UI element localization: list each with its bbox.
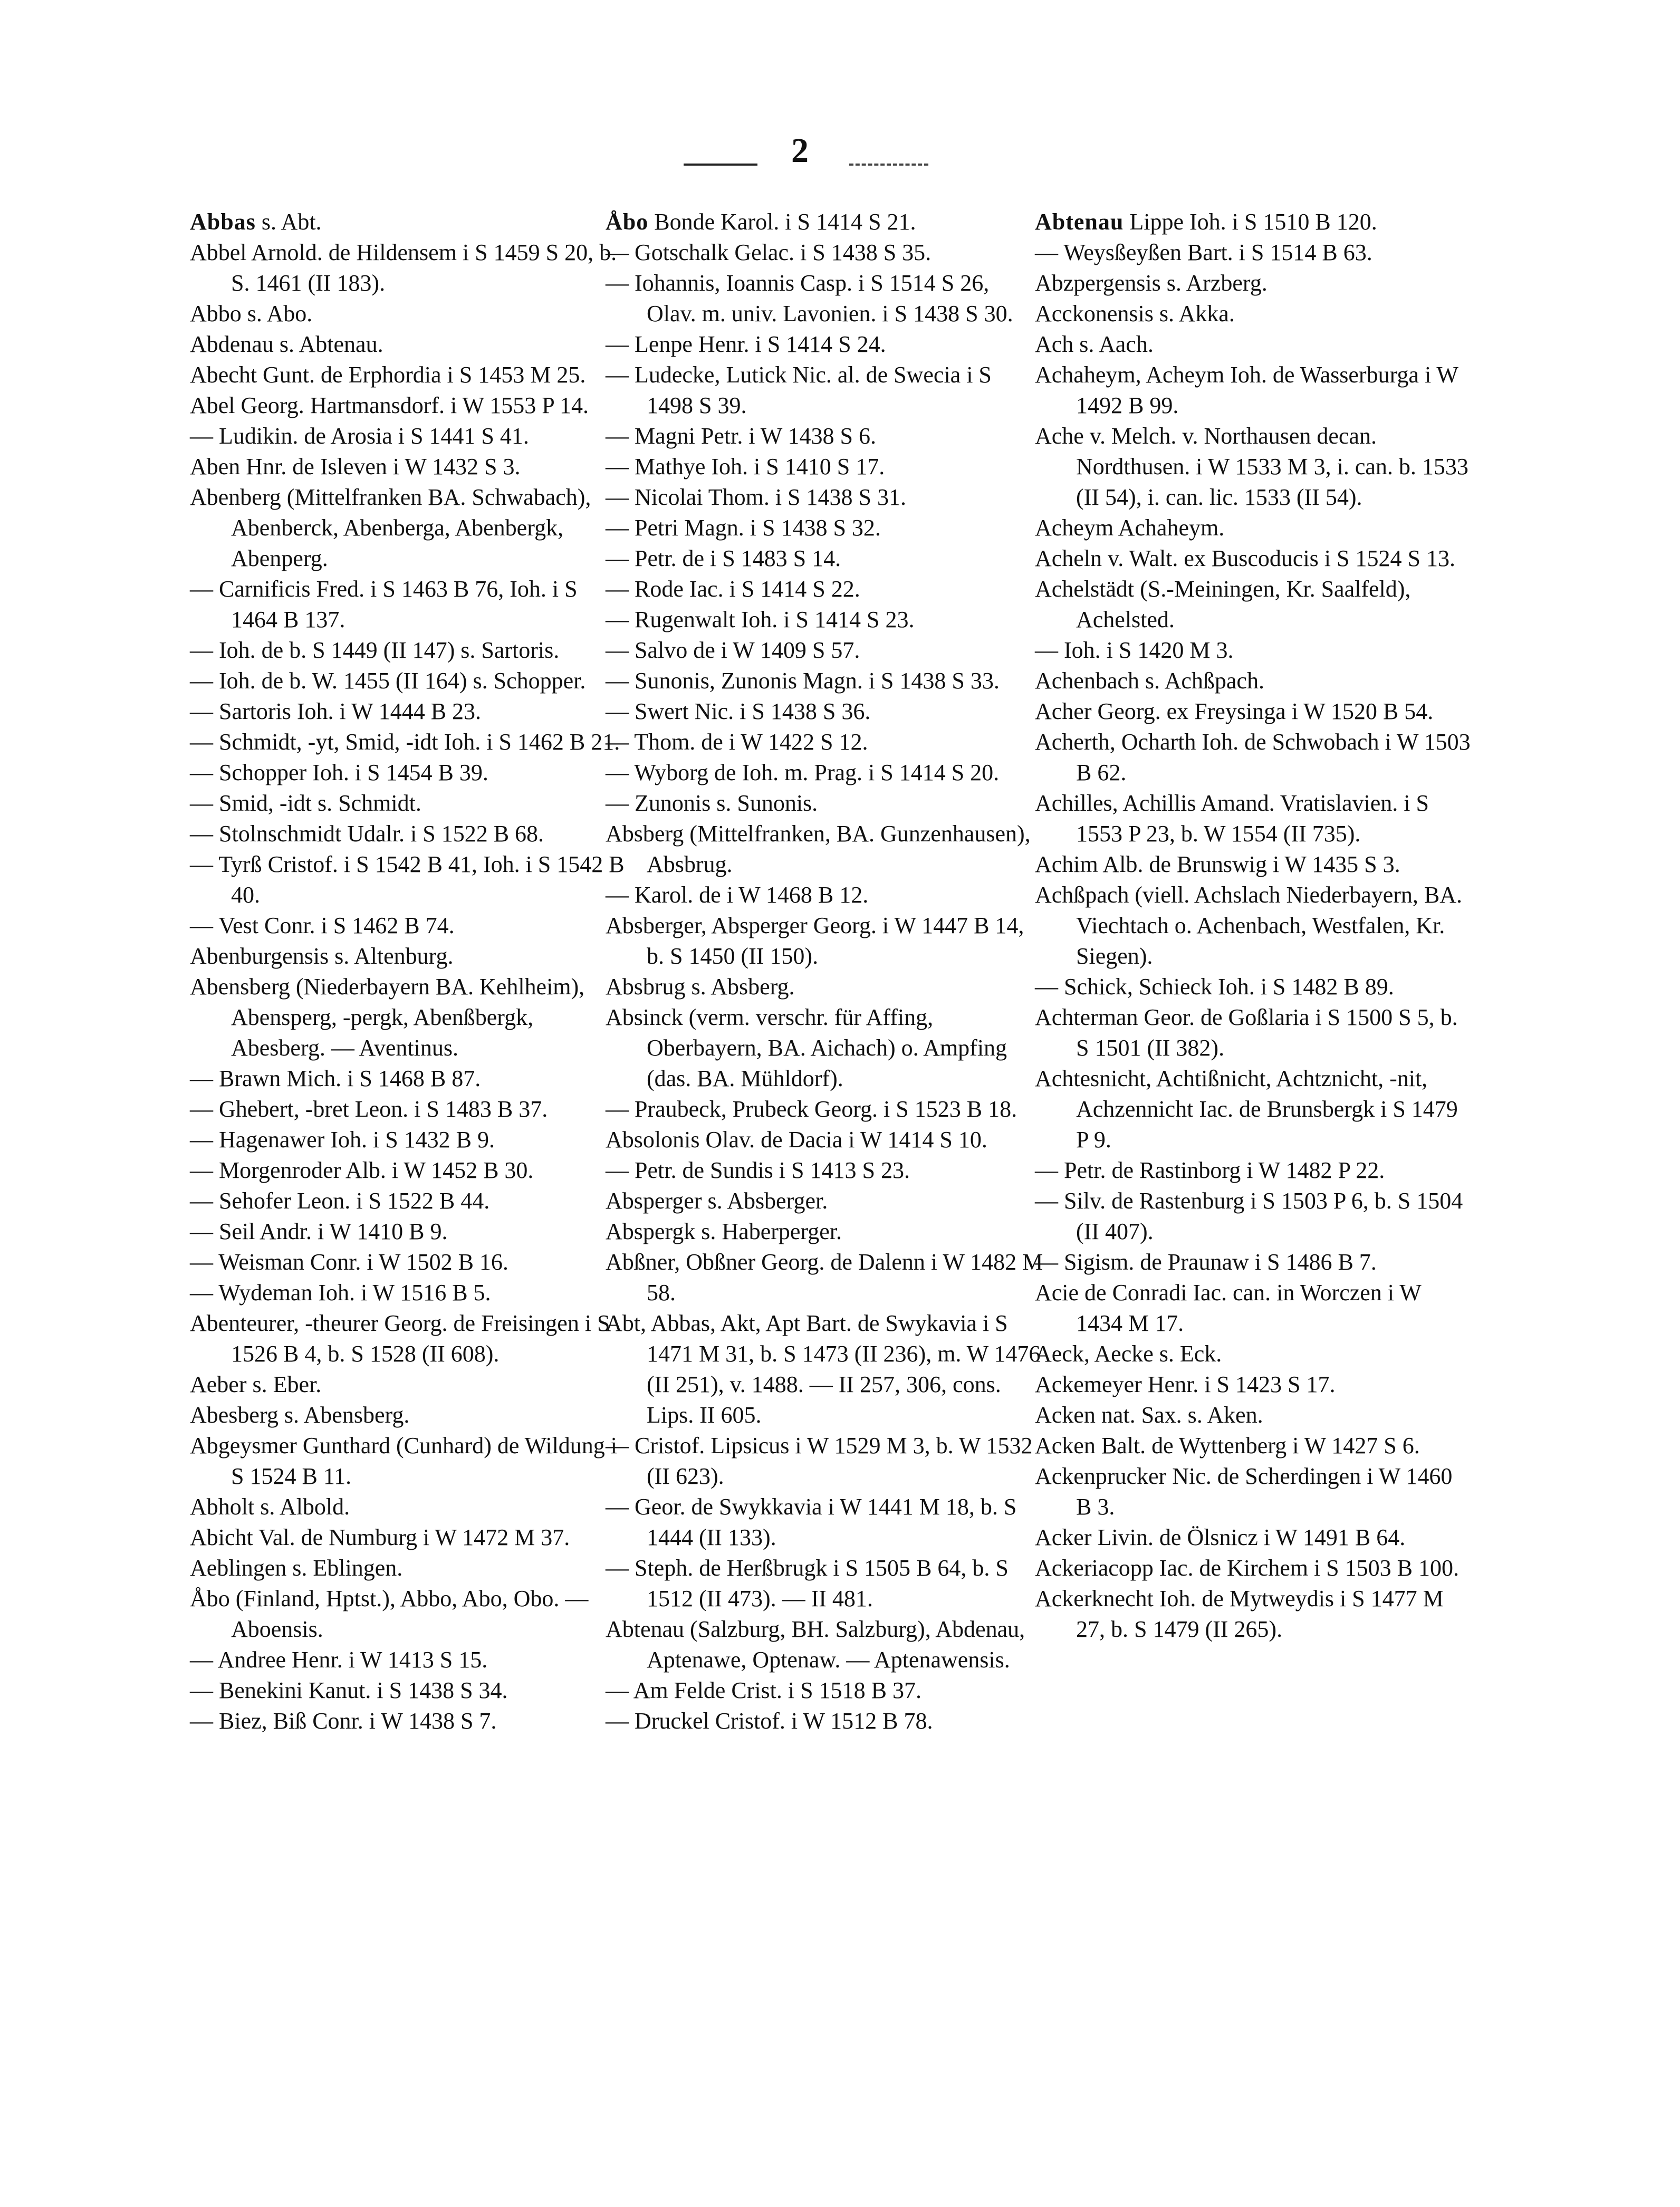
entry-text: — Karol. de i W 1468 B 12. xyxy=(606,882,869,908)
entry-text: — Nicolai Thom. i S 1438 S 31. xyxy=(606,484,906,510)
entry-text: — Petr. de Rastinborg i W 1482 P 22. xyxy=(1035,1157,1385,1183)
entry-text: Abensberg (Niederbayern BA. Kehlheim), Abensperg, -pergk, Abenßbergk, Abesberg. — Aventinus. xyxy=(190,974,585,1061)
index-entry xyxy=(606,574,1043,604)
index-entry xyxy=(606,1614,1043,1675)
index-entry xyxy=(1035,1155,1473,1186)
entry-text: — Hagenawer Ioh. i S 1432 B 9. xyxy=(190,1127,495,1153)
entry-text: Achßpach (viell. Achslach Niederbayern, BA. Viechtach o. Achenbach, Westfalen, Kr. Siegen). xyxy=(1035,882,1463,969)
index-entry xyxy=(606,788,1043,819)
index-entry xyxy=(1035,666,1473,696)
entry-text: Abzpergensis s. Arzberg. xyxy=(1035,270,1268,296)
index-entry xyxy=(1035,880,1473,972)
entry-text: — Petr. de i S 1483 S 14. xyxy=(606,545,841,571)
index-entry xyxy=(606,696,1043,727)
index-entry xyxy=(190,727,628,757)
entry-text: Achtesnicht, Achtißnicht, Achtznicht, -nit, Achzennicht Iac. de Brunsbergk i S 1479 P 9. xyxy=(1035,1066,1458,1153)
index-entry xyxy=(190,390,628,421)
index-entry xyxy=(606,1155,1043,1186)
entry-heading: Abtenau xyxy=(1035,209,1124,235)
index-entry xyxy=(190,1369,628,1400)
index-entry xyxy=(606,604,1043,635)
index-entry xyxy=(190,1216,628,1247)
entry-text: — Gotschalk Gelac. i S 1438 S 35. xyxy=(606,239,932,265)
entry-text: — Zunonis s. Sunonis. xyxy=(606,790,818,816)
index-entry xyxy=(190,1186,628,1216)
index-entry xyxy=(606,1553,1043,1614)
index-entry xyxy=(606,1675,1043,1706)
index-entry xyxy=(190,910,628,941)
index-entry xyxy=(606,329,1043,360)
index-entry xyxy=(606,727,1043,757)
index-entry xyxy=(606,1125,1043,1155)
index-entry xyxy=(1035,727,1473,788)
entry-text: Abenburgensis s. Altenburg. xyxy=(190,943,454,969)
index-entry xyxy=(1035,543,1473,574)
entry-text: Abecht Gunt. de Erphordia i S 1453 M 25. xyxy=(190,362,586,388)
index-entry xyxy=(606,268,1043,329)
entry-text: — Ludecke, Lutick Nic. al. de Swecia i S 1498 S 39. xyxy=(606,362,992,418)
entry-text: Absinck (verm. verschr. für Affing, Oberbayern, BA. Aichach) o. Ampfing (das. BA. Mühldorf). xyxy=(606,1004,1007,1091)
index-entry xyxy=(1035,299,1473,329)
entry-text: — Ioh. de b. S 1449 (II 147) s. Sartoris. xyxy=(190,637,560,663)
column-3 xyxy=(1035,207,1473,1645)
index-entry xyxy=(190,819,628,849)
index-entry xyxy=(190,482,628,574)
index-entry xyxy=(190,299,628,329)
entry-heading: Abbas xyxy=(190,209,256,235)
index-entry xyxy=(190,1706,628,1736)
entry-text: Absberger, Absperger Georg. i W 1447 B 14, b. S 1450 (II 150). xyxy=(606,913,1024,969)
entry-text: Achterman Geor. de Goßlaria i S 1500 S 5, b. S 1501 (II 382). xyxy=(1035,1004,1458,1061)
entry-text: Achelstädt (S.-Meiningen, Kr. Saalfeld), Achelsted. xyxy=(1035,576,1411,632)
entry-text: Acheym Achaheym. xyxy=(1035,515,1225,541)
entry-text: Abholt s. Albold. xyxy=(190,1494,350,1520)
entry-text: — Wyborg de Ioh. m. Prag. i S 1414 S 20. xyxy=(606,760,1000,785)
index-entry xyxy=(606,635,1043,666)
index-entry xyxy=(1035,849,1473,880)
index-entry xyxy=(190,452,628,482)
entry-text: — Benekini Kanut. i S 1438 S 34. xyxy=(190,1677,508,1703)
page-number: 2 xyxy=(791,131,809,170)
index-entry xyxy=(1035,1584,1473,1645)
entry-text: Abicht Val. de Numburg i W 1472 M 37. xyxy=(190,1524,570,1550)
entry-text: Acckonensis s. Akka. xyxy=(1035,301,1235,327)
entry-text: Acherth, Ocharth Ioh. de Schwobach i W 1503 B 62. xyxy=(1035,729,1471,785)
index-entry xyxy=(190,1553,628,1584)
entry-text: Abel Georg. Hartmansdorf. i W 1553 P 14. xyxy=(190,392,589,418)
column-1 xyxy=(190,207,628,1736)
index-entry xyxy=(1035,360,1473,421)
index-entry xyxy=(190,635,628,666)
entry-text: Abßner, Obßner Georg. de Dalenn i W 1482 M 58. xyxy=(606,1249,1043,1306)
entry-text: Aeber s. Eber. xyxy=(190,1371,322,1397)
entry-text: — Vest Conr. i S 1462 B 74. xyxy=(190,913,455,938)
index-entry xyxy=(190,207,628,237)
entry-text: — Smid, -idt s. Schmidt. xyxy=(190,790,421,816)
entry-text: Ackemeyer Henr. i S 1423 S 17. xyxy=(1035,1371,1336,1397)
index-entry xyxy=(606,237,1043,268)
index-entry xyxy=(606,452,1043,482)
index-entry xyxy=(606,819,1043,880)
index-entry xyxy=(190,1308,628,1369)
index-entry xyxy=(190,1675,628,1706)
index-entry xyxy=(190,757,628,788)
entry-text: Abesberg s. Abensberg. xyxy=(190,1402,410,1428)
entry-text: Achim Alb. de Brunswig i W 1435 S 3. xyxy=(1035,851,1400,877)
entry-text: — Cristof. Lipsicus i W 1529 M 3, b. W 1532 (II 623). xyxy=(606,1433,1033,1489)
entry-text: — Swert Nic. i S 1438 S 36. xyxy=(606,698,871,724)
index-entry xyxy=(1035,329,1473,360)
index-entry xyxy=(606,666,1043,696)
index-entry xyxy=(190,1125,628,1155)
entry-text: — Schmidt, -yt, Smid, -idt Ioh. i S 1462 B 21. xyxy=(190,729,620,755)
entry-text: — Ioh. de b. W. 1455 (II 164) s. Schopper. xyxy=(190,668,586,694)
index-entry xyxy=(190,1645,628,1675)
entry-text: — Lenpe Henr. i S 1414 S 24. xyxy=(606,331,886,357)
entry-text: — Praubeck, Prubeck Georg. i S 1523 B 18. xyxy=(606,1096,1017,1122)
entry-text: — Morgenroder Alb. i W 1452 B 30. xyxy=(190,1157,534,1183)
index-entry xyxy=(606,1308,1043,1431)
index-entry xyxy=(1035,1522,1473,1553)
entry-text: — Rugenwalt Ioh. i S 1414 S 23. xyxy=(606,607,915,632)
index-entry xyxy=(1035,237,1473,268)
index-entry xyxy=(190,849,628,910)
index-entry xyxy=(190,1584,628,1645)
index-entry xyxy=(1035,421,1473,513)
entry-text: — Ludikin. de Arosia i S 1441 S 41. xyxy=(190,423,529,449)
entry-text: — Rode Iac. i S 1414 S 22. xyxy=(606,576,860,602)
index-entry xyxy=(1035,972,1473,1002)
entry-text: — Stolnschmidt Udalr. i S 1522 B 68. xyxy=(190,821,544,847)
index-entry xyxy=(606,910,1043,972)
index-entry xyxy=(190,360,628,390)
entry-text: — Biez, Biß Conr. i W 1438 S 7. xyxy=(190,1708,497,1734)
entry-text: — Schopper Ioh. i S 1454 B 39. xyxy=(190,760,488,785)
index-entry xyxy=(1035,1369,1473,1400)
entry-text: — Sunonis, Zunonis Magn. i S 1438 S 33. xyxy=(606,668,1000,694)
index-entry xyxy=(606,207,1043,237)
entry-text: — Sehofer Leon. i S 1522 B 44. xyxy=(190,1188,490,1214)
entry-text: Absperger s. Absberger. xyxy=(606,1188,828,1214)
entry-text: Ackenprucker Nic. de Scherdingen i W 1460 B 3. xyxy=(1035,1463,1453,1520)
entry-text: — Thom. de i W 1422 S 12. xyxy=(606,729,868,755)
entry-text: — Sigism. de Praunaw i S 1486 B 7. xyxy=(1035,1249,1377,1275)
entry-text: — Weisman Conr. i W 1502 B 16. xyxy=(190,1249,508,1275)
entry-text: — Iohannis, Ioannis Casp. i S 1514 S 26, Olav. m. univ. Lavonien. i S 1438 S 30. xyxy=(606,270,1013,327)
entry-text: — Tyrß Cristof. i S 1542 B 41, Ioh. i S 1542 B 40. xyxy=(190,851,625,908)
entry-text: Acken Balt. de Wyttenberg i W 1427 S 6. xyxy=(1035,1433,1420,1458)
entry-text: — Seil Andr. i W 1410 B 9. xyxy=(190,1218,448,1244)
entry-text: Ache v. Melch. v. Northausen decan. Nordthusen. i W 1533 M 3, i. can. b. 1533 (II 54), i. can. lic. 1533 (II 54). xyxy=(1035,423,1468,510)
entry-text: — Steph. de Herßbrugk i S 1505 B 64, b. S 1512 (II 473). — II 481. xyxy=(606,1555,1009,1611)
entry-text: Absberg (Mittelfranken, BA. Gunzenhausen), Absbrug. xyxy=(606,821,1031,877)
index-entry xyxy=(1035,1247,1473,1278)
entry-text: Lippe Ioh. i S 1510 B 120. xyxy=(1124,209,1377,235)
entry-text: Acheln v. Walt. ex Buscoducis i S 1524 S 13. xyxy=(1035,545,1455,571)
entry-text: — Geor. de Swykkavia i W 1441 M 18, b. S 1444 (II 133). xyxy=(606,1494,1017,1550)
entry-text: — Am Felde Crist. i S 1518 B 37. xyxy=(606,1677,921,1703)
entry-text: Abtenau (Salzburg, BH. Salzburg), Abdenau, Aptenawe, Optenaw. — Aptenawensis. xyxy=(606,1616,1025,1673)
index-entry xyxy=(1035,696,1473,727)
index-entry xyxy=(190,237,628,299)
index-entry xyxy=(606,421,1043,452)
index-entry xyxy=(190,574,628,635)
index-entry xyxy=(606,543,1043,574)
index-entry xyxy=(1035,635,1473,666)
index-entry xyxy=(606,1216,1043,1247)
index-entry xyxy=(1035,1339,1473,1369)
index-entry xyxy=(1035,513,1473,543)
index-entry xyxy=(190,421,628,452)
index-entry xyxy=(190,329,628,360)
entry-text: — Schick, Schieck Ioh. i S 1482 B 89. xyxy=(1035,974,1394,1000)
index-entry xyxy=(190,1278,628,1308)
index-entry xyxy=(606,1706,1043,1736)
entry-text: Achilles, Achillis Amand. Vratislavien. i S 1553 P 23, b. W 1554 (II 735). xyxy=(1035,790,1429,847)
index-entry xyxy=(606,880,1043,910)
entry-text: Abgeysmer Gunthard (Cunhard) de Wildung i S 1524 B 11. xyxy=(190,1433,618,1489)
entry-text: Acken nat. Sax. s. Aken. xyxy=(1035,1402,1263,1428)
index-entry xyxy=(190,1155,628,1186)
index-entry xyxy=(190,696,628,727)
entry-text: Acie de Conradi Iac. can. in Worczen i W 1434 M 17. xyxy=(1035,1280,1421,1336)
entry-text: — Ghebert, -bret Leon. i S 1483 B 37. xyxy=(190,1096,548,1122)
index-entry xyxy=(1035,574,1473,635)
index-entry xyxy=(190,972,628,1063)
entry-text: — Brawn Mich. i S 1468 B 87. xyxy=(190,1066,481,1091)
index-entry xyxy=(190,788,628,819)
index-entry xyxy=(1035,1002,1473,1063)
entry-text: — Carnificis Fred. i S 1463 B 76, Ioh. i S 1464 B 137. xyxy=(190,576,578,632)
index-entry xyxy=(190,1400,628,1431)
index-entry xyxy=(1035,268,1473,299)
index-entry xyxy=(606,1247,1043,1308)
entry-text: Abspergk s. Haberperger. xyxy=(606,1218,842,1244)
index-entry xyxy=(606,482,1043,513)
index-entry xyxy=(190,1247,628,1278)
entry-text: Achaheym, Acheym Ioh. de Wasserburga i W 1492 B 99. xyxy=(1035,362,1458,418)
index-entry xyxy=(606,513,1043,543)
index-entry xyxy=(190,1063,628,1094)
entry-text: Acker Livin. de Ölsnicz i W 1491 B 64. xyxy=(1035,1524,1406,1550)
entry-text: — Wydeman Ioh. i W 1516 B 5. xyxy=(190,1280,491,1306)
entry-text: Abenteurer, -theurer Georg. de Freisingen i S 1526 B 4, b. S 1528 (II 608). xyxy=(190,1310,610,1367)
entry-text: Abt, Abbas, Akt, Apt Bart. de Swykavia i S 1471 M 31, b. S 1473 (II 236), m. W 1476 (II 251), v. 1488. — II 257, 306, cons. Lips. II 605. xyxy=(606,1310,1041,1428)
entry-text: — Salvo de i W 1409 S 57. xyxy=(606,637,860,663)
entry-text: — Andree Henr. i W 1413 S 15. xyxy=(190,1647,488,1673)
index-entry xyxy=(606,972,1043,1002)
index-entry xyxy=(190,1492,628,1522)
entry-text: — Weysßeyßen Bart. i S 1514 B 63. xyxy=(1035,239,1372,265)
index-entry xyxy=(190,666,628,696)
entry-text: Abbel Arnold. de Hildensem i S 1459 S 20, b. S. 1461 (II 183). xyxy=(190,239,617,296)
entry-text: Abenberg (Mittelfranken BA. Schwabach), Abenberck, Abenberga, Abenbergk, Abenperg. xyxy=(190,484,591,571)
entry-text: Achenbach s. Achßpach. xyxy=(1035,668,1264,694)
column-2 xyxy=(606,207,1043,1736)
entry-text: — Mathye Ioh. i S 1410 S 17. xyxy=(606,454,885,479)
index-entry xyxy=(1035,1063,1473,1155)
index-entry xyxy=(190,1522,628,1553)
index-entry xyxy=(190,1094,628,1125)
index-entry xyxy=(190,941,628,972)
entry-text: Åbo (Finland, Hptst.), Abbo, Abo, Obo. — Aboensis. xyxy=(190,1586,589,1642)
entry-text: Ackerknecht Ioh. de Mytweydis i S 1477 M 27, b. S 1479 (II 265). xyxy=(1035,1586,1444,1642)
entry-text: Absbrug s. Absberg. xyxy=(606,974,795,1000)
page-header xyxy=(0,131,1680,178)
index-entry xyxy=(606,360,1043,421)
index-entry xyxy=(1035,1278,1473,1339)
entry-text: — Petri Magn. i S 1438 S 32. xyxy=(606,515,881,541)
index-entry xyxy=(606,1492,1043,1553)
entry-text: Bonde Karol. i S 1414 S 21. xyxy=(648,209,916,235)
entry-text: Ach s. Aach. xyxy=(1035,331,1154,357)
index-entry xyxy=(1035,1553,1473,1584)
entry-text: Ackeriacopp Iac. de Kirchem i S 1503 B 100. xyxy=(1035,1555,1459,1581)
index-entry xyxy=(606,1094,1043,1125)
entry-text: Aeblingen s. Eblingen. xyxy=(190,1555,403,1581)
index-entry xyxy=(1035,207,1473,237)
index-entry xyxy=(606,1431,1043,1492)
index-entry xyxy=(1035,1461,1473,1522)
entry-text: s. Abt. xyxy=(255,209,322,235)
entry-text: — Ioh. i S 1420 M 3. xyxy=(1035,637,1234,663)
entry-text: Acher Georg. ex Freysinga i W 1520 B 54. xyxy=(1035,698,1434,724)
entry-text: — Magni Petr. i W 1438 S 6. xyxy=(606,423,876,449)
index-entry xyxy=(1035,1431,1473,1461)
header-rule-left xyxy=(684,164,757,166)
index-entry xyxy=(606,757,1043,788)
entry-text: — Petr. de Sundis i S 1413 S 23. xyxy=(606,1157,910,1183)
entry-text: — Druckel Cristof. i W 1512 B 78. xyxy=(606,1708,933,1734)
entry-text: Aeck, Aecke s. Eck. xyxy=(1035,1341,1222,1367)
index-entry xyxy=(1035,788,1473,849)
entry-text: Abbo s. Abo. xyxy=(190,301,313,327)
entry-text: — Silv. de Rastenburg i S 1503 P 6, b. S 1504 (II 407). xyxy=(1035,1188,1463,1244)
entry-text: Absolonis Olav. de Dacia i W 1414 S 10. xyxy=(606,1127,987,1153)
index-entry xyxy=(1035,1400,1473,1431)
entry-text: — Sartoris Ioh. i W 1444 B 23. xyxy=(190,698,482,724)
index-entry xyxy=(606,1186,1043,1216)
entry-text: Aben Hnr. de Isleven i W 1432 S 3. xyxy=(190,454,521,479)
index-entry xyxy=(606,1002,1043,1094)
index-entry xyxy=(1035,1186,1473,1247)
header-rule-right xyxy=(849,164,928,166)
index-entry xyxy=(190,1431,628,1492)
entry-heading: Åbo xyxy=(606,209,649,235)
entry-text: Abdenau s. Abtenau. xyxy=(190,331,383,357)
